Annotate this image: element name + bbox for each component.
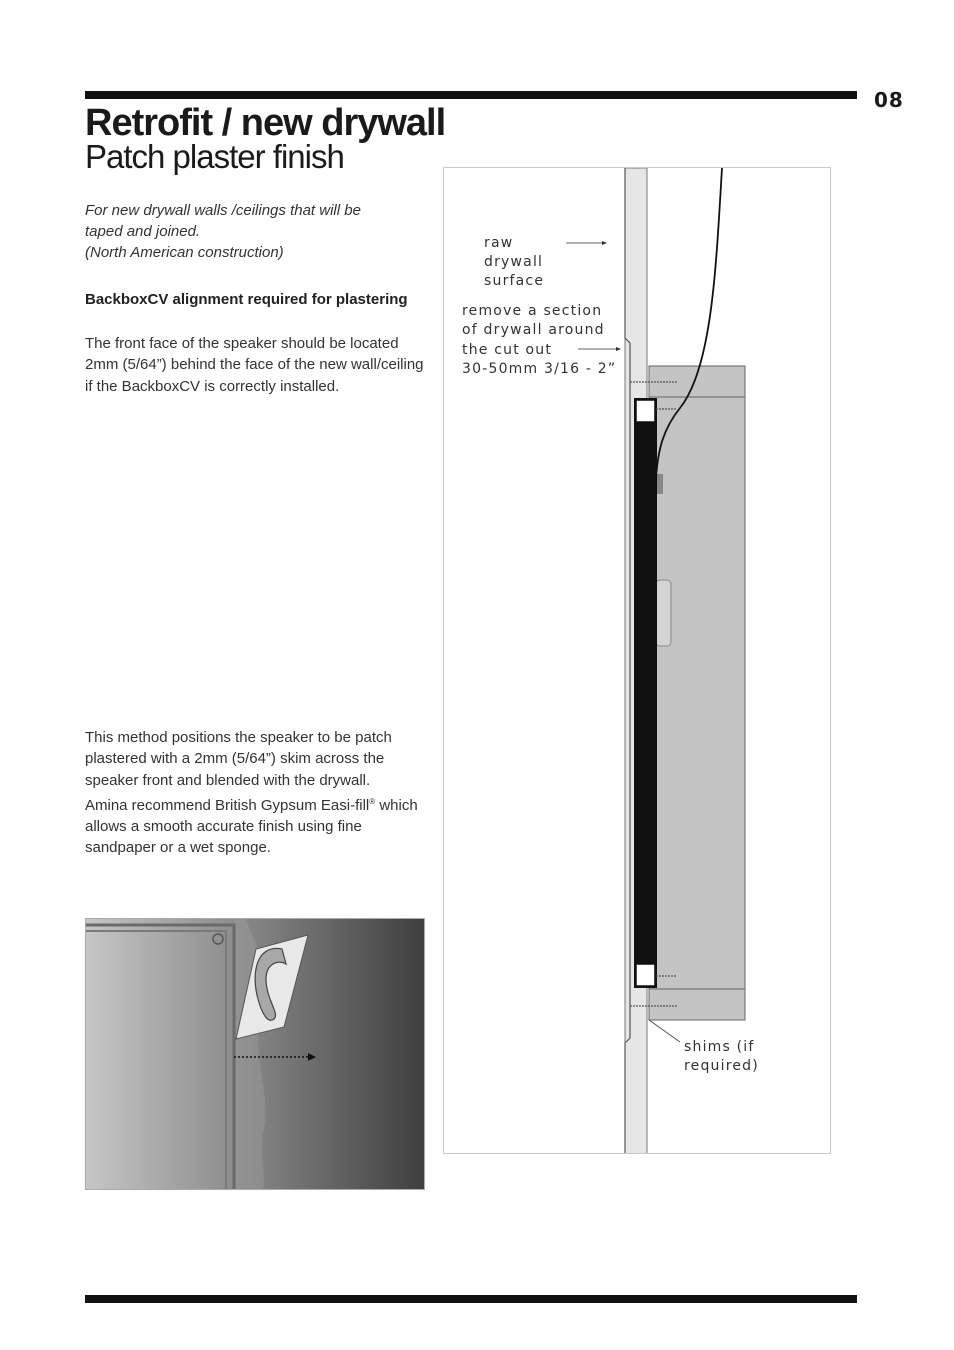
recommendation-text xyxy=(85,791,430,859)
intro-line: (North American construction) xyxy=(85,244,284,261)
plastering-illustration xyxy=(85,918,425,1190)
page-subtitle: Patch plaster finish xyxy=(85,138,344,175)
raw-label-line: surface xyxy=(484,273,545,289)
recommendation-main: Amina recommend British Gypsum Easi-fill xyxy=(85,796,370,814)
section-heading: BackboxCV alignment required for plastering xyxy=(85,291,408,308)
intro-line: taped and joined. xyxy=(85,223,201,240)
remove-label-line: the cut out xyxy=(462,342,553,358)
shims-label-line: required) xyxy=(684,1058,759,1074)
remove-label-line: of drywall around xyxy=(462,322,605,338)
method-text: This method positions the speaker to be patch plastered with a 2mm (5/64”) skim across the speaker front and blended with the drywall. xyxy=(85,729,392,789)
bottom-rule xyxy=(85,1295,857,1303)
top-rule xyxy=(85,91,857,99)
cross-section-diagram xyxy=(443,167,831,1154)
remove-label-line: 30-50mm 3/16 - 2” xyxy=(462,361,617,377)
page-title: Retrofit / new drywall xyxy=(85,102,446,144)
intro-line: For new drywall walls /ceilings that will be xyxy=(85,202,361,219)
page-number: 08 xyxy=(874,88,904,112)
raw-label-line: drywall xyxy=(484,254,544,270)
method-paragraph xyxy=(85,727,430,859)
shims-label-line: shims (if xyxy=(684,1039,755,1055)
raw-label-line: raw xyxy=(484,235,514,251)
speaker-body xyxy=(634,398,657,988)
remove-label-line: remove a section xyxy=(462,303,603,319)
recommendation-rest: which allows a smooth accurate finish using fine sandpaper or a wet sponge. xyxy=(85,796,418,857)
registered-mark: ® xyxy=(369,796,376,806)
alignment-paragraph: The front face of the speaker should be located 2mm (5/64”) behind the face of the new wall/ceiling if the BackboxCV is correctly installed. xyxy=(85,335,424,395)
intro-text xyxy=(85,200,425,263)
